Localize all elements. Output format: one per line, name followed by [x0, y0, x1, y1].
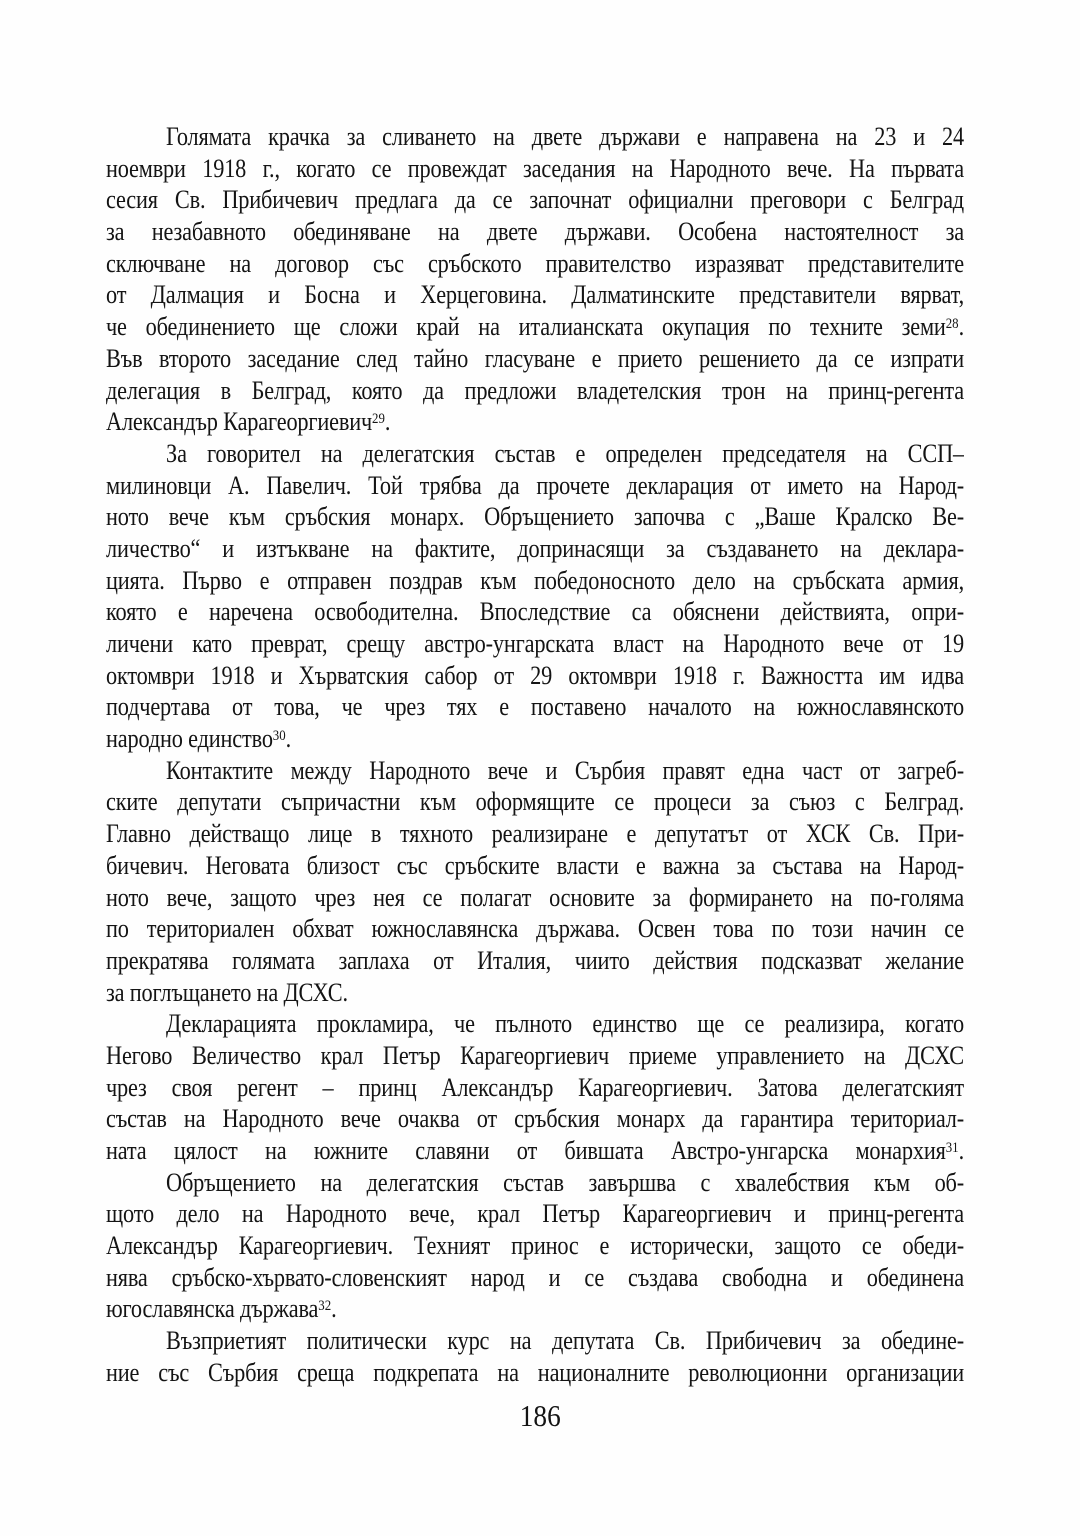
- text-line: [106, 882, 964, 914]
- line-text: ноември 1918 г., когато се провеждат заседания на Народното вече. На първата: [106, 153, 964, 183]
- line-text-after-ref: .: [384, 407, 391, 437]
- footnote-ref: 31: [945, 1140, 959, 1156]
- text-line: [106, 1293, 964, 1325]
- line-text: ските депутати съпричастни към оформящите се процеси за съюз с Белград.: [106, 787, 964, 817]
- line-text-after-ref: .: [331, 1294, 337, 1324]
- line-text: нява сръбско-хървато-словенският народ и се създава свободна и обединена: [106, 1262, 964, 1292]
- paragraph: [106, 121, 964, 438]
- line-text: сключване на договор със сръбското правителство изразяват представителите: [106, 248, 964, 278]
- text-line: [106, 1072, 964, 1104]
- line-text: от Далмация и Босна и Херцеговина. Далматинските представители вярват,: [106, 280, 964, 310]
- line-text: ното вече, защото чрез нея се полагат основите за формирането на по-голяма: [106, 882, 964, 912]
- line-text: Голямата крачка за сливането на двете държави е направена на 23 и 24: [166, 122, 964, 151]
- paragraph: [106, 1167, 964, 1325]
- text-line: [106, 786, 964, 818]
- text-line: [106, 977, 964, 1009]
- page-number: 186: [519, 1398, 561, 1433]
- text-line: [106, 311, 964, 343]
- text-line: [106, 248, 964, 280]
- footnote-ref: 32: [318, 1298, 332, 1315]
- line-text: Декларацията прокламира, че пълното единство ще се реализира, когато: [166, 1009, 964, 1039]
- line-text: За говорител на делегатския състав е определен председателя на ССП–: [166, 438, 964, 468]
- text-line: [106, 533, 964, 565]
- text-line: [106, 1230, 964, 1262]
- text-line: [106, 723, 964, 755]
- line-text: за незабавното обединяване на двете държави. Особена настоятелност за: [106, 217, 964, 247]
- text-line: [106, 660, 964, 692]
- text-line: [106, 1008, 964, 1040]
- text-line: [106, 596, 964, 628]
- text-line: [106, 406, 964, 438]
- footnote-ref: 28: [945, 316, 959, 333]
- line-text: ната цялост на южните славяни от бившата Австро-унгарска монархия: [106, 1136, 946, 1165]
- line-text: за поглъщането на ДСХС.: [106, 977, 348, 1007]
- text-line: [106, 945, 964, 977]
- text-line: [106, 153, 964, 185]
- line-text: Обръщението на делегатския състав завършва с хвалебствия към об-: [166, 1167, 964, 1197]
- line-text: Главно действащо лице в тяхното реализиране е депутатът от ХСК Св. При-: [106, 819, 964, 849]
- line-text: щото дело на Народното вече, крал Петър Карагеоргиевич и принц-регента: [106, 1199, 964, 1229]
- text-line: [106, 1262, 964, 1294]
- text-line: [106, 470, 964, 502]
- line-text: цията. Първо е отправен поздрав към победоносното дело на сръбската армия,: [106, 565, 964, 595]
- text-line: [106, 1167, 964, 1199]
- text-line: [106, 279, 964, 311]
- text-line: [106, 375, 964, 407]
- line-text: прекратява голямата заплаха от Италия, чиито действия подсказват желание: [106, 945, 964, 975]
- text-line: [106, 216, 964, 248]
- text-line: [106, 1198, 964, 1230]
- text-line: [106, 755, 964, 787]
- text-line: [106, 913, 964, 945]
- text-line: [106, 184, 964, 216]
- text-line: [106, 1135, 964, 1167]
- line-text: октомври 1918 и Хърватския сабор от 29 октомври 1918 г. Важността им идва: [106, 660, 964, 690]
- line-text: подчертава от това, че чрез тях е поставено началото на южнославянското: [106, 692, 964, 722]
- paragraph: [106, 755, 964, 1009]
- line-text: личество“ и изтъкване на фактите, допринасящи за създаването на деклара-: [106, 533, 964, 563]
- text-line: [106, 121, 964, 153]
- paragraph: [106, 1008, 964, 1166]
- text-line: [106, 565, 964, 597]
- page-number-wrap: [0, 1398, 1080, 1440]
- text-line: [106, 850, 964, 882]
- text-line: [106, 818, 964, 850]
- line-text: ното вече към сръбския монарх. Обръщението започва с „Ваше Кралско Ве-: [106, 502, 964, 532]
- paragraph: [106, 1325, 964, 1388]
- line-text: Александър Карагеоргиевич: [106, 407, 373, 437]
- line-text: ние със Сърбия среща подкрепата на националните революционни организации: [106, 1357, 964, 1387]
- line-text: която е наречена освободителна. Впоследствие са обяснени действията, опри-: [106, 597, 964, 627]
- text-block: [106, 121, 964, 1389]
- line-text: Във второто заседание след тайно гласуване е прието решението да се изпрати: [106, 343, 964, 373]
- line-text: югославянска държава: [106, 1294, 319, 1324]
- line-text: делегация в Белград, която да предложи владетелския трон на принц-регента: [106, 375, 964, 405]
- text-line: [106, 1357, 964, 1389]
- footnote-ref: 29: [372, 411, 385, 428]
- line-text-after-ref: .: [958, 1136, 964, 1165]
- line-text: Възприетият политически курс на депутата Св. Прибичевич за обедине-: [166, 1326, 964, 1356]
- text-line: [106, 1325, 964, 1357]
- text-line: [106, 628, 964, 660]
- line-text: сесия Св. Прибичевич предлага да се започнат официални преговори с Белград: [106, 185, 964, 215]
- line-text-after-ref: .: [285, 724, 292, 754]
- line-text: милиновци А. Павелич. Той трябва да прочете декларация от името на Народ-: [106, 470, 964, 500]
- line-text: че обединението ще сложи край на италианската окупация по техните земи: [106, 312, 946, 342]
- line-text-after-ref: .: [958, 312, 964, 342]
- paragraph: [106, 438, 964, 755]
- text-line: [106, 438, 964, 470]
- line-text: Контактите между Народното вече и Сърбия правят една част от загреб-: [166, 755, 964, 785]
- line-text: Александър Карагеоргиевич. Техният принос е исторически, защото се обеди-: [106, 1231, 964, 1261]
- line-text: бичевич. Неговата близост със сръбските власти е важна за състава на Народ-: [106, 850, 964, 880]
- text-line: [106, 1103, 964, 1135]
- line-text: чрез своя регент – принц Александър Карагеоргиевич. Затова делегатският: [106, 1072, 964, 1102]
- line-text: народно единство: [106, 724, 273, 754]
- line-text: по териториален обхват южнославянска държава. Освен това по този начин се: [106, 914, 964, 944]
- text-line: [106, 1040, 964, 1072]
- line-text: личени като преврат, срещу австро-унгарската власт на Народното вече от 19: [106, 629, 964, 658]
- text-line: [106, 691, 964, 723]
- text-line: [106, 343, 964, 375]
- line-text: състав на Народното вече очаква от сръбския монарх да гарантира териториал-: [106, 1104, 964, 1134]
- text-line: [106, 501, 964, 533]
- line-text: Негово Величество крал Петър Карагеоргиевич приеме управлението на ДСХС: [106, 1040, 964, 1070]
- footnote-ref: 30: [272, 728, 286, 745]
